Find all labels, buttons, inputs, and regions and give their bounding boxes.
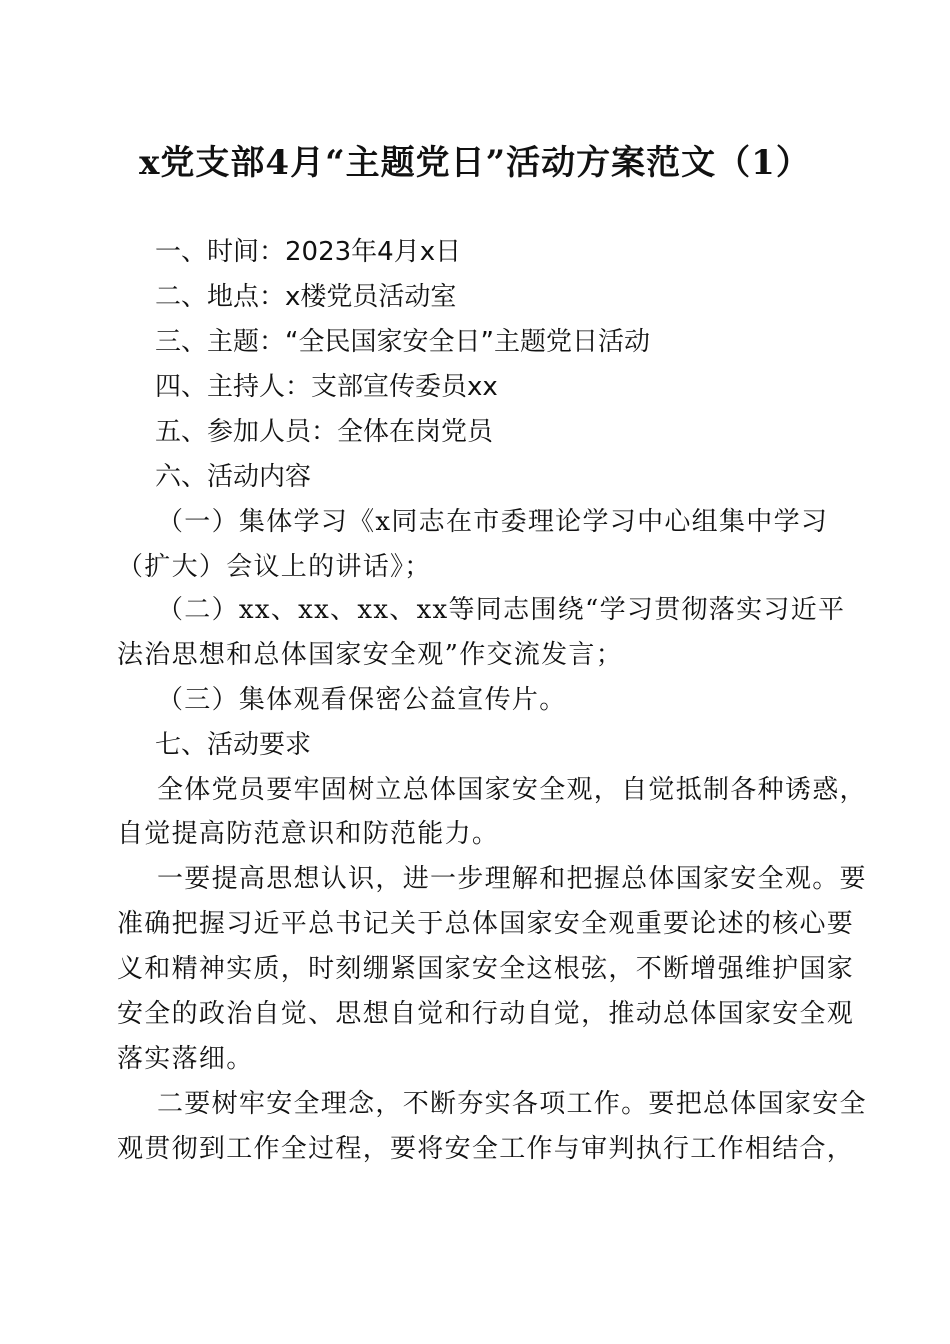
requirement-line: 义和精神实质，时刻绷紧国家安全这根弦，不断增强维护国家 (117, 954, 855, 984)
document-title: x党支部4月“主题党日”活动方案范文（1） (139, 143, 811, 183)
item-participants: 五、参加人员：全体在岗党员 (155, 417, 494, 447)
section-heading-requirements: 七、活动要求 (155, 730, 312, 760)
requirement-line: 安全的政治自觉、思想自觉和行动自觉，推动总体国家安全观 (117, 999, 855, 1029)
item-place: 二、地点：x楼党员活动室 (155, 282, 457, 312)
content-line: （一）集体学习《x同志在市委理论学习中心组集中学习 (157, 507, 829, 537)
content-line: （二）xx、xx、xx、xx等同志围绕“学习贯彻落实习近平 (157, 595, 846, 625)
requirement-line: 自觉提高防范意识和防范能力。 (117, 819, 500, 849)
requirement-line: 全体党员要牢固树立总体国家安全观，自觉抵制各种诱惑， (157, 775, 867, 805)
content-line: 法治思想和总体国家安全观”作交流发言； (117, 640, 623, 670)
item-host: 四、主持人：支部宣传委员xx (155, 372, 498, 402)
content-line: （三）集体观看保密公益宣传片。 (157, 685, 567, 715)
requirement-line: 一要提高思想认识，进一步理解和把握总体国家安全观。要 (157, 864, 867, 894)
requirement-line: 准确把握习近平总书记关于总体国家安全观重要论述的核心要 (117, 909, 855, 939)
requirement-line: 二要树牢安全理念，不断夯实各项工作。要把总体国家安全 (157, 1089, 867, 1119)
requirement-line: 落实落细。 (117, 1044, 254, 1074)
section-heading-content: 六、活动内容 (155, 462, 312, 492)
item-time: 一、时间：2023年4月x日 (155, 237, 462, 267)
content-line: （扩大）会议上的讲话》； (117, 552, 432, 582)
requirement-line: 观贯彻到工作全过程，要将安全工作与审判执行工作相结合， (117, 1134, 855, 1164)
item-theme: 三、主题：“全民国家安全日”主题党日活动 (155, 327, 650, 357)
